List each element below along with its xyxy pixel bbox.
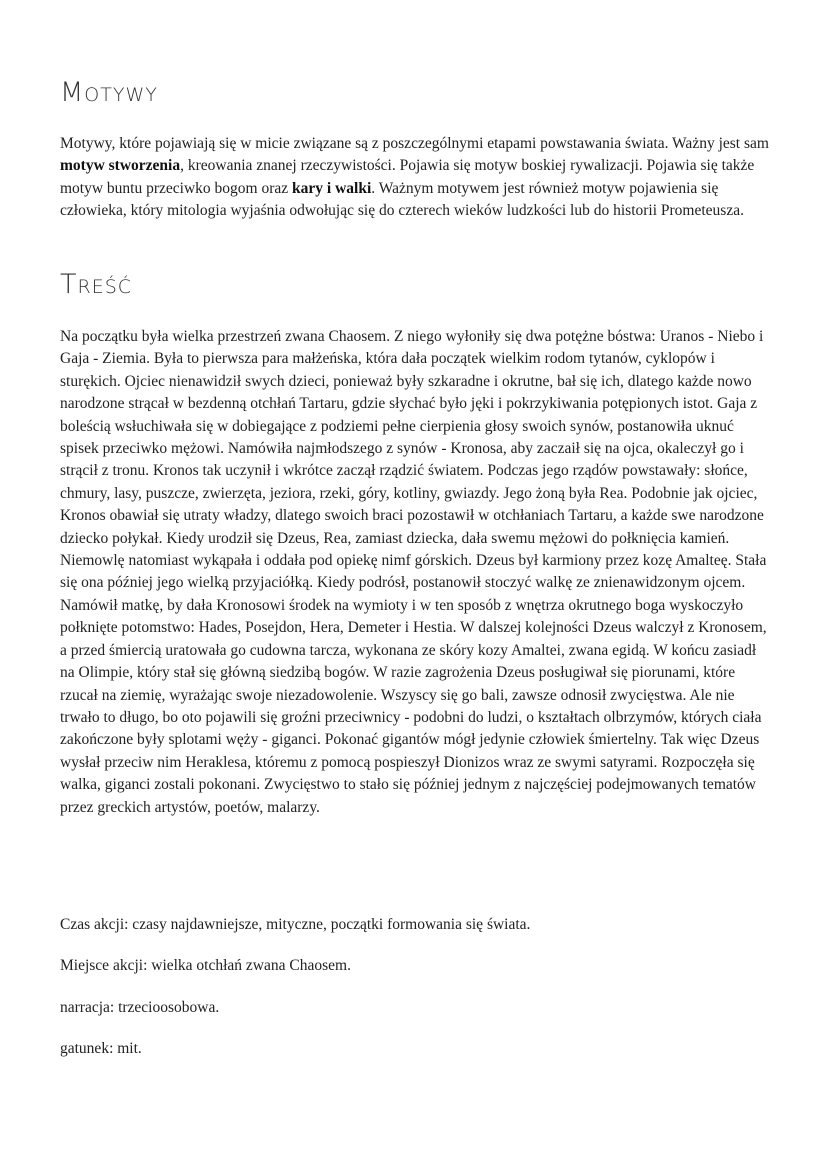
- narracja: narracja: trzecioosobowa.: [60, 999, 220, 1016]
- motywy-text-2: , kreowania znanej rzeczywistości. Pojawia się motyw boskiej rywalizacji. Pojawia się także motyw buntu przeciwko bogom oraz: [60, 157, 755, 197]
- motywy-bold-kary: kary i walki: [292, 179, 372, 197]
- miejsce-akcji: Miejsce akcji: wielka otchłań zwana Chaosem.: [60, 957, 351, 974]
- motywy-text-3: . Ważnym motywem jest również motyw pojawienia się człowieka, który mitologia wyjaśnia odwołując się do czterech wieków ludzkości lub do historii Prometeusza.: [60, 179, 744, 220]
- motywy-paragraph: [60, 133, 772, 223]
- motywy-text-1: Motywy, które pojawiają się w micie związane są z poszczególnymi etapami powstawania świata. Ważny jest sam: [60, 135, 769, 152]
- motywy-bold-stworzenia: motyw stworzenia: [60, 157, 181, 175]
- section-heading-motywy: Motywy: [60, 77, 158, 108]
- section-heading-tresc: Treść: [60, 269, 133, 300]
- gatunek: gatunek: mit.: [60, 1040, 142, 1057]
- tresc-paragraph: Na początku była wielka przestrzeń zwana Chaosem. Z niego wyłoniły się dwa potężne bóstwa: Uranos - Niebo i Gaja - Ziemia. Była to pierwsza para małżeńska, która dała początek wielkim rodom tytanów, cyklopów i sturękich. Ojciec nienawidził swych dzieci, ponieważ były szkaradne i okrutne, bał się ich, dlatego każde nowo narodzone strącał w bezdenną otchłań Tartaru, gdzie słychać było jęki i pokrzykiwania potępionych istot. Gaja z boleścią wsłuchiwała się w dobiegające z podziemi pełne cierpienia głosy swoich synów, postanowiła uknuć spisek przeciwko mężowi. Namówiła najmłodszego z synów - Kronosa, aby zaczaił się na ojca, okaleczył go i strącił z tronu. Kronos tak uczynił i wkrótce zaczął rządzić światem. Podczas jego rządów powstawały: słońce, chmury, lasy, puszcze, zwierzęta, jeziora, rzeki, góry, kotliny, gwiazdy. Jego żoną była Rea. Podobnie jak ojciec, Kronos obawiał się utraty władzy, dlatego swoich braci pozostawił w otchłaniach Tartaru, a każde swe narodzone dziecko połykał. Kiedy urodził się Dzeus, Rea, zamiast dziecka, dała swemu mężowi do połknięcia kamień. Niemowlę natomiast wykąpała i oddała pod opiekę nimf górskich. Dzeus był karmiony przez kozę Amalteę. Stała się ona później jego wielką przyjaciółką. Kiedy podrósł, postanowił stoczyć walkę ze znienawidzonym ojcem. Namówił matkę, by dała Kronosowi środek na wymioty i w ten sposób z wnętrza okrutnego boga wyskoczyło połknięte potomstwo: Hades, Posejdon, Hera, Demeter i Hestia. W dalszej kolejności Dzeus walczył z Kronosem, a przed śmiercią uratowała go cudowna tarcza, wykonana ze skóry kozy Amaltei, zwana egidą. W końcu zasiadł na Olimpie, który stał się główną siedzibą bogów. W razie zagrożenia Dzeus posługiwał się piorunami, które rzucał na ziemię, wyrażając swoje niezadowolenie. Wszyscy się go bali, zawsze odnosił zwycięstwa. Ale nie trwało to długo, bo oto pojawili się groźni przeciwnicy - podobni do ludzi, o kształtach olbrzymów, których ciała zakończone były splotami węży - giganci. Pokonać gigantów mógł jedynie człowiek śmiertelny. Tak więc Dzeus wysłał przeciw nim Heraklesa, któremu z pomocą pospieszył Dionizos wraz ze swymi satyrami. Rozpoczęła się walka, giganci zostali pokonani. Zwycięstwo to stało się później jednym z najczęściej podejmowanych tematów przez greckich artystów, poetów, malarzy.: [60, 328, 767, 816]
- czas-akcji: Czas akcji: czasy najdawniejsze, mityczne, początki formowania się świata.: [60, 916, 531, 933]
